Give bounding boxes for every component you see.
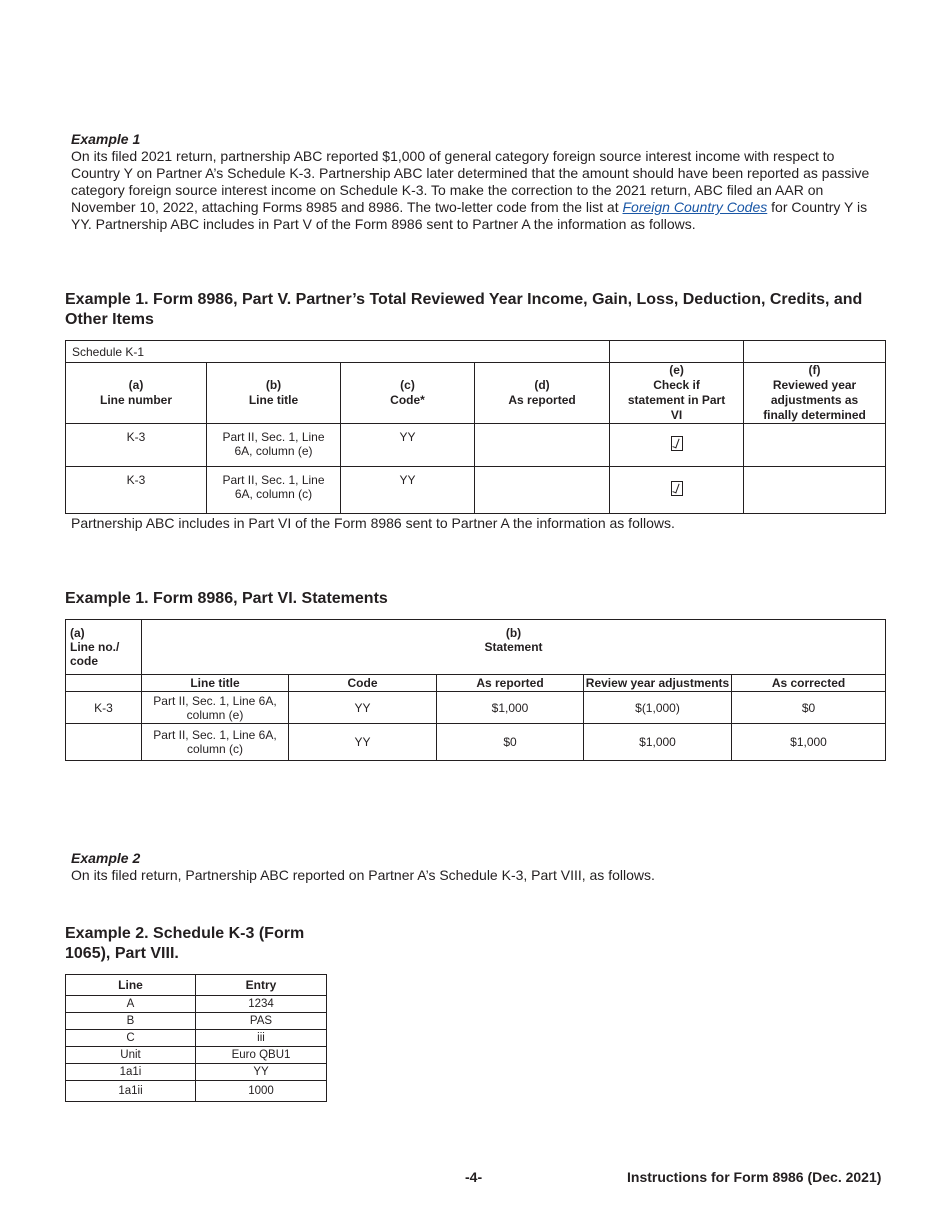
line-number: K-3 bbox=[66, 467, 207, 514]
page-number: -4- bbox=[465, 1169, 483, 1185]
col-d-header: (d) As reported bbox=[475, 363, 610, 424]
schedule-k1-label: Schedule K-1 bbox=[66, 341, 610, 363]
as-reported: $1,000 bbox=[437, 692, 584, 724]
as-reported bbox=[475, 467, 610, 514]
adjustments-header: Review year adjustments bbox=[584, 675, 732, 692]
table-row bbox=[66, 996, 327, 1013]
entry-cell: Euro QBU1 bbox=[196, 1047, 327, 1064]
statement-checkbox[interactable] bbox=[610, 424, 744, 467]
part-viii-table bbox=[65, 974, 327, 1102]
part-v-table bbox=[65, 340, 886, 514]
col-c-header: (c) Code* bbox=[341, 363, 475, 424]
table-row bbox=[66, 724, 886, 761]
line-no: K-3 bbox=[66, 692, 142, 724]
line-cell: A bbox=[66, 996, 196, 1013]
col-a-header: (a) Line number bbox=[66, 363, 207, 424]
col-a-header: (a) Line no./ code bbox=[66, 620, 142, 675]
line-cell: Unit bbox=[66, 1047, 196, 1064]
code-header: Code bbox=[289, 675, 437, 692]
table-row bbox=[66, 1047, 327, 1064]
table1-title: Example 1. Form 8986, Part V. Partner’s Total Reviewed Year Income, Gain, Loss, Deduction, Credits, and Other Items bbox=[65, 291, 863, 328]
table3-title: Example 2. Schedule K-3 (Form 1065), Part VIII. bbox=[65, 925, 305, 962]
table-row bbox=[66, 424, 886, 467]
entry-cell: iii bbox=[196, 1030, 327, 1047]
as-reported bbox=[475, 424, 610, 467]
col-b-header: (b) Line title bbox=[207, 363, 341, 424]
checkbox-checked-icon[interactable] bbox=[671, 481, 683, 496]
as-corrected: $1,000 bbox=[732, 724, 886, 761]
part-vi-table bbox=[65, 619, 886, 761]
line-no bbox=[66, 724, 142, 761]
entry-cell: 1234 bbox=[196, 996, 327, 1013]
entry-cell: YY bbox=[196, 1064, 327, 1081]
foreign-country-codes-link[interactable]: Foreign Country Codes bbox=[622, 199, 768, 215]
table-row bbox=[66, 1013, 327, 1030]
as-reported: $0 bbox=[437, 724, 584, 761]
table-row bbox=[66, 467, 886, 514]
line-cell: 1a1i bbox=[66, 1064, 196, 1081]
as-corrected-header: As corrected bbox=[732, 675, 886, 692]
line-cell: B bbox=[66, 1013, 196, 1030]
line-title-header: Line title bbox=[142, 675, 289, 692]
example2-heading: Example 2 bbox=[71, 850, 141, 866]
table-row bbox=[66, 1064, 327, 1081]
between-text: Partnership ABC includes in Part VI of the Form 8986 sent to Partner A the information as follows. bbox=[71, 515, 675, 531]
line-cell: C bbox=[66, 1030, 196, 1047]
line-header: Line bbox=[66, 975, 196, 996]
line-title: Part II, Sec. 1, Line 6A, column (e) bbox=[142, 692, 289, 724]
code: YY bbox=[289, 692, 437, 724]
line-title: Part II, Sec. 1, Line 6A, column (e) bbox=[207, 424, 341, 467]
as-corrected: $0 bbox=[732, 692, 886, 724]
entry-header: Entry bbox=[196, 975, 327, 996]
code: YY bbox=[341, 424, 475, 467]
table-row bbox=[66, 692, 886, 724]
adjustments bbox=[744, 467, 886, 514]
adjustments bbox=[744, 424, 886, 467]
statement-checkbox[interactable] bbox=[610, 467, 744, 514]
entry-cell: 1000 bbox=[196, 1081, 327, 1102]
adjustments: $(1,000) bbox=[584, 692, 732, 724]
example1-heading: Example 1 bbox=[71, 131, 141, 147]
example2-paragraph: On its filed return, Partnership ABC reported on Partner A’s Schedule K-3, Part VIII, as follows. bbox=[71, 867, 655, 883]
footer-form-title: Instructions for Form 8986 (Dec. 2021) bbox=[627, 1169, 882, 1185]
checkbox-checked-icon[interactable] bbox=[671, 436, 683, 451]
code: YY bbox=[341, 467, 475, 514]
line-cell: 1a1ii bbox=[66, 1081, 196, 1102]
line-title: Part II, Sec. 1, Line 6A, column (c) bbox=[207, 467, 341, 514]
code: YY bbox=[289, 724, 437, 761]
table-row bbox=[66, 1081, 327, 1102]
table-row bbox=[66, 1030, 327, 1047]
table2-title: Example 1. Form 8986, Part VI. Statements bbox=[65, 590, 388, 607]
as-reported-header: As reported bbox=[437, 675, 584, 692]
line-number: K-3 bbox=[66, 424, 207, 467]
col-b-header: (b) Statement bbox=[142, 620, 886, 675]
col-f-header: (f) Reviewed year adjustments as finally determined bbox=[744, 363, 886, 424]
entry-cell: PAS bbox=[196, 1013, 327, 1030]
example1-paragraph: On its filed 2021 return, partnership ABC reported $1,000 of general category foreign source interest income with respect to Country Y on Partner A’s Schedule K-3. Partnership ABC later determined that the amount should have been reported as passive category foreign source interest income on Schedule K-3. To make the correction to the 2021 return, ABC filed an AAR on November 10, 2022, attaching Forms 8985 and 8986. The two-letter code from the list at Foreign Country Codes for Country Y is YY. Partnership ABC includes in Part V of the Form 8986 sent to Partner A the information as follows. bbox=[71, 148, 870, 232]
col-e-header: (e) Check if statement in Part VI bbox=[610, 363, 744, 424]
line-title: Part II, Sec. 1, Line 6A, column (c) bbox=[142, 724, 289, 761]
adjustments: $1,000 bbox=[584, 724, 732, 761]
